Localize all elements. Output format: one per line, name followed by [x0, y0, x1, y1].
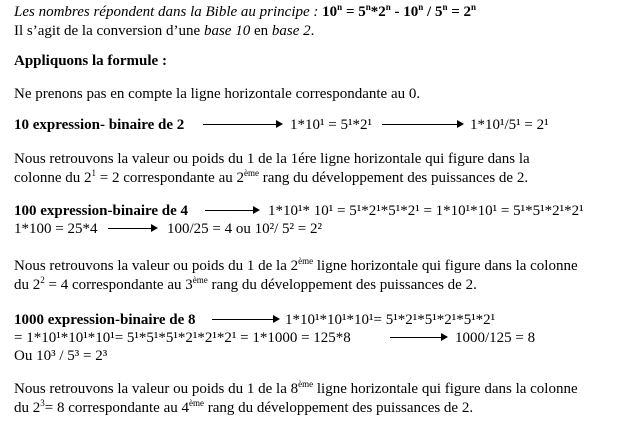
- sec100-expr1: 1*10¹* 10¹ = 5¹*2¹*5¹*2¹ = 1*10¹*10¹ = 5¹*5¹*2¹*2¹: [268, 203, 584, 219]
- sec10-expr1: 1*10¹ = 5¹*2¹: [290, 117, 372, 133]
- sec1000-expr1: 1*10¹*10¹*10¹= 5¹*2¹*5¹*2¹*5¹*2¹: [285, 312, 496, 328]
- sec1000-para-1: Nous retrouvons la valeur ou poids du 1 de la 8ème ligne horizontale qui figure dans la colonne: [14, 379, 578, 397]
- sec100-line2a: 1*100 = 25*4: [14, 221, 98, 237]
- sec1000-line3: Ou 10³ / 5³ = 2³: [14, 348, 108, 364]
- intro-formula: $10^n = 5^n*2^n - 10^n / 5^n = 2^n$: [322, 2, 477, 20]
- intro-text: Les nombres répondent dans la Bible au principe :: [14, 4, 323, 20]
- intro-line-2: Il s’agit de la conversion d’une base 10 en base 2.: [14, 23, 315, 39]
- sec10-para-2: colonne du $2^1 = 2$ correspondante au 2ème rang du développement des puissances de 2.: [14, 168, 529, 186]
- arrow-right-icon: [108, 223, 158, 235]
- arrow-right-icon: [382, 119, 464, 131]
- sec100-line2b: 100/25 = 4 ou 10²/ 5² = 2²: [167, 221, 322, 237]
- sec10-para-1: Nous retrouvons la valeur ou poids du 1 de la 1ére ligne horizontale qui figure dans la: [14, 151, 530, 167]
- sec1000-label: 1000 expression-binaire de 8: [14, 312, 196, 328]
- sec10-label: 10 expression- binaire de 2: [14, 117, 185, 133]
- zero-note: Ne prenons pas en compte la ligne horizontale correspondante au 0.: [14, 86, 421, 102]
- arrow-right-icon: [203, 119, 283, 131]
- heading: Appliquons la formule :: [14, 53, 167, 69]
- arrow-right-icon: [205, 205, 260, 217]
- arrow-right-icon: [390, 332, 448, 344]
- sec10-expr2: 1*10¹/5¹ = 2¹: [470, 117, 549, 133]
- arrow-right-icon: [212, 314, 280, 326]
- sec1000-line2b: 1000/125 = 8: [455, 330, 536, 346]
- sec1000-para-2: du $2^3= 8$ correspondante au 4ème rang du développement des puissances de 2.: [14, 398, 474, 416]
- intro-line-1: [14, 4, 476, 21]
- sec100-para-2: du $2^2 = 4$ correspondante au 3ème rang du développement des puissances de 2.: [14, 275, 477, 293]
- sec100-para-1: Nous retrouvons la valeur ou poids du 1 de la 2ème ligne horizontale qui figure dans la colonne: [14, 256, 578, 274]
- sec1000-line2a: = 1*10¹*10¹*10¹= 5¹*5¹*5¹*2¹*2¹*2¹ = 1*1000 = 125*8: [14, 330, 351, 346]
- sec100-label: 100 expression-binaire de 4: [14, 203, 189, 219]
